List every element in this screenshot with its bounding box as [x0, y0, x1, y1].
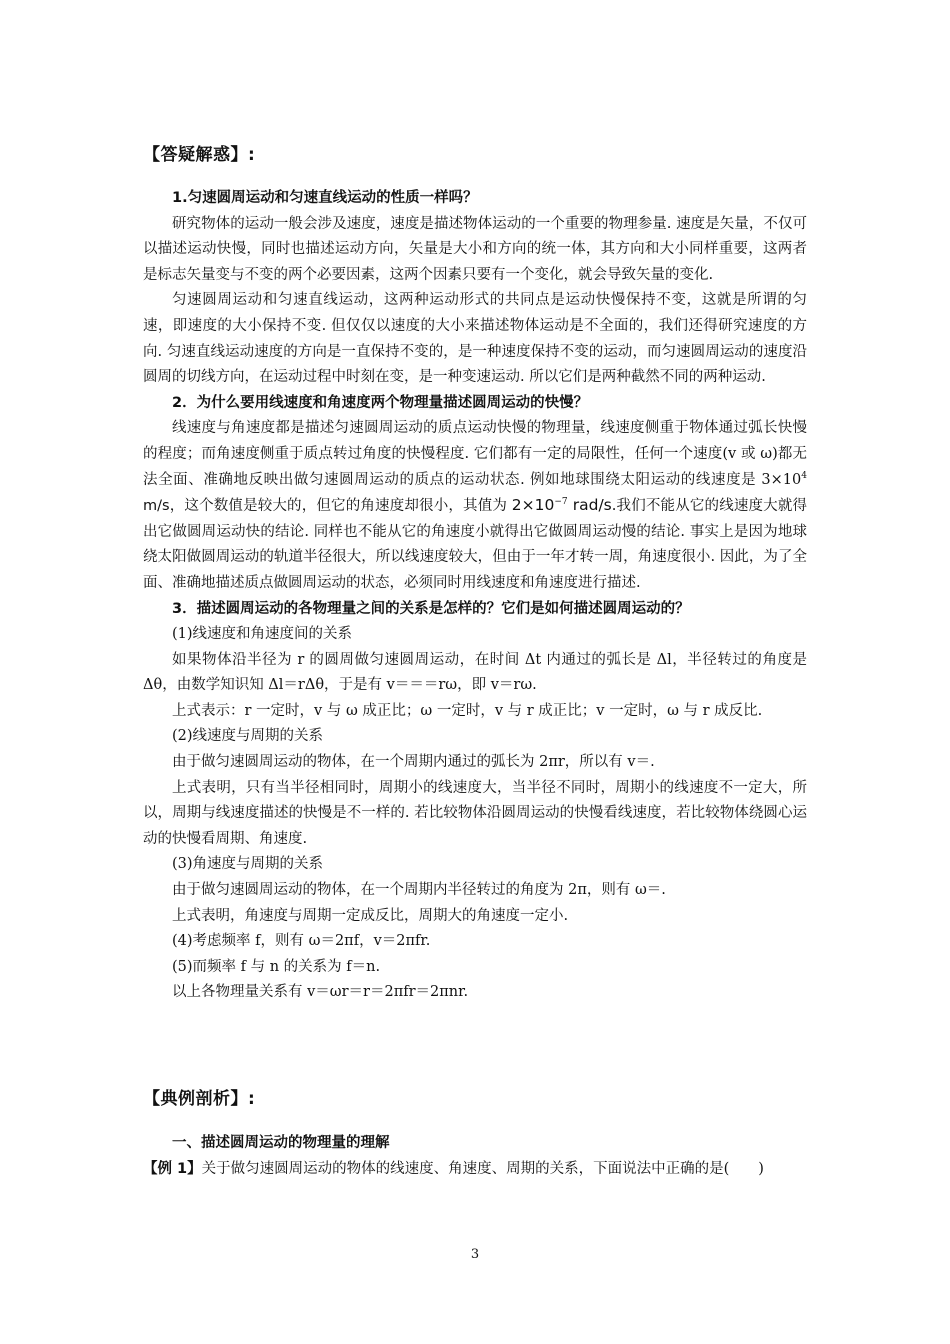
section-title-examples: 【典例剖析】:	[143, 1089, 256, 1109]
question-1-title: 1.匀速圆周运动和匀速直线运动的性质一样吗？	[172, 190, 478, 206]
question-3-title: 3．描述圆周运动的各物理量之间的关系是怎样的？它们是如何描述圆周运动的？	[172, 600, 690, 617]
q3-line-12: 以上各物理量关系有 v＝ωr＝r＝2πfr＝2πnr.	[172, 984, 469, 1001]
question-1-paragraph-1: 研究物体的运动一般会涉及速度，速度是描述物体运动的一个重要的物理参量. 速度是矢量，不仅可以描述运动快慢，同时也描述运动方向，矢量是大小和方向的统一体，其方向和大小同样重要，这两者是标志矢量变与不变的两个必要因素，这两个因素只要有一个变化，就会导致矢量的变化.	[143, 215, 807, 283]
q3-line-7: (3)角速度与周期的关系	[172, 856, 324, 873]
q3-line-11: (5)而频率 f 与 n 的关系为 f＝n.	[172, 958, 381, 975]
section-title-qa: 【答疑解惑】:	[143, 145, 256, 165]
example-1: 【例 1】关于做匀速圆周运动的物体的线速度、角速度、周期的关系，下面说法中正确的是( )	[143, 1160, 764, 1177]
q3-line-2: 如果物体沿半径为 r 的圆周做匀速圆周运动，在时间 Δt 内通过的弧长是 Δl，半径转过的角度是 Δθ，由数学知识知 Δl＝rΔθ，于是有 v＝＝＝rω，即 v＝rω.	[143, 651, 807, 694]
page-number: 3	[470, 1247, 480, 1262]
q3-line-4: (2)线速度与周期的关系	[172, 728, 324, 745]
q3-line-8: 由于做匀速圆周运动的物体，在一个周期内半径转过的角度为 2π，则有 ω＝.	[172, 882, 666, 899]
question-1-paragraph-2: 匀速圆周运动和匀速直线运动，这两种运动形式的共同点是运动快慢保持不变，这就是所谓的匀速，即速度的大小保持不变. 但仅仅以速度的大小来描述物体运动是不全面的，我们还得研究速度的方向. 匀速直线运动速度的方向是一直保持不变的，是一种速度保持不变的运动，而匀速圆周运动的速度沿圆周的切线方向，在运动过程中时刻在变，是一种变速运动. 所以它们是两种截然不同的两种运动.	[143, 292, 807, 386]
q3-line-3: 上式表示：r 一定时，v 与 ω 成正比；ω 一定时，v 与 r 成正比；v 一定时，ω 与 r 成反比.	[172, 702, 763, 719]
q3-line-5: 由于做匀速圆周运动的物体，在一个周期内通过的弧长为 2πr，所以有 v＝.	[172, 754, 655, 771]
question-2-paragraph: 线速度与角速度都是描述匀速圆周运动的质点运动快慢的物理量，线速度侧重于物体通过弧长快慢的程度；而角速度侧重于质点转过角度的快慢程度. 它们都有一定的局限性，任何一个速度(v 或 ω)都无法全面、准确地反映出做匀速圆周运动的质点的运动状态. 例如地球围绕太阳运动的线速度是 $3\times 10^4$ m/s，这个数值是较大的，但它的角速度却很小，其值为 $2\times 10^{-7}$ rad/s.我们不能从它的线速度大就得出它做圆周运动快的结论. 同样也不能从它的角速度小就得出它做圆周运动慢的结论. 事实上是因为地球绕太阳做圆周运动的轨道半径很大，所以线速度较大，但由于一年才转一周，角速度很小. 因此，为了全面、准确地描述质点做圆周运动的状态，必须同时用线速度和角速度进行描述.	[143, 420, 808, 591]
examples-heading: 一、描述圆周运动的物理量的理解	[172, 1135, 390, 1151]
q3-line-1: (1)线速度和角速度间的关系	[172, 626, 353, 643]
q3-line-10: (4)考虑频率 f，则有 ω＝2πf，v＝2πfr.	[172, 933, 431, 950]
question-2-title: 2．为什么要用线速度和角速度两个物理量描述圆周运动的快慢？	[172, 394, 589, 411]
q3-line-6: 上式表明，只有当半径相同时，周期小的线速度大，当半径不同时，周期小的线速度不一定大，所以，周期与线速度描述的快慢是不一样的. 若比较物体沿圆周运动的快慢看线速度，若比较物体绕圆心运动的快慢看周期、角速度.	[143, 779, 807, 847]
q3-line-9: 上式表明，角速度与周期一定成反比，周期大的角速度一定小.	[172, 907, 569, 924]
qa-body	[143, 186, 807, 1006]
examples-body	[143, 1131, 807, 1182]
